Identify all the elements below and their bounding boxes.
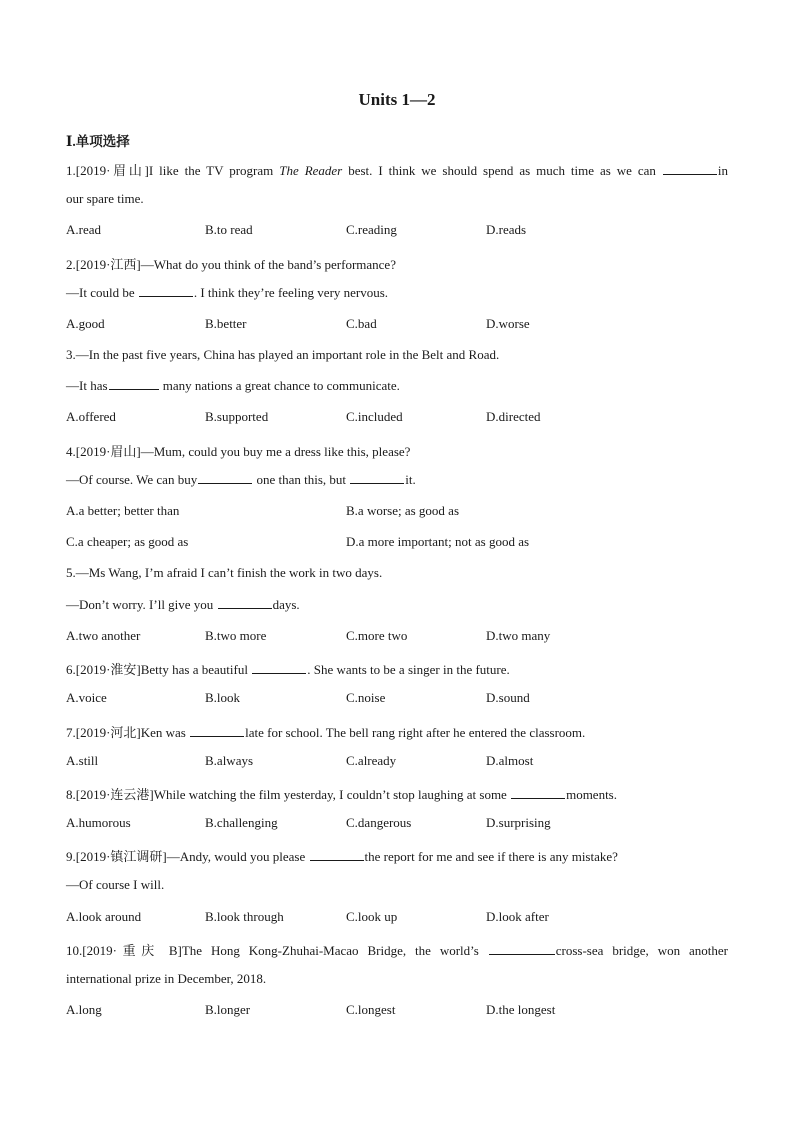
question-10-option-c[interactable]: C.longest bbox=[346, 1002, 396, 1017]
question-2-option-a[interactable]: A.good bbox=[66, 316, 105, 331]
question-3-option-b[interactable]: B.supported bbox=[205, 409, 269, 424]
answer-blank bbox=[663, 164, 717, 175]
question-2-stem: 2.[2019·江西]—What do you think of the band’s performance? bbox=[66, 257, 396, 272]
answer-blank bbox=[350, 473, 404, 484]
question-9-reply: —Of course I will. bbox=[66, 877, 165, 892]
question-5-option-a[interactable]: A.two another bbox=[66, 628, 141, 643]
question-4-option-b[interactable]: B.a worse; as good as bbox=[346, 503, 460, 518]
question-8-stem: 8.[2019·连云港]While watching the film yesterday, I couldn’t stop laughing at some moments. bbox=[66, 787, 617, 802]
question-10-option-a[interactable]: A.long bbox=[66, 1002, 102, 1017]
question-3-reply: —It has many nations a great chance to communicate. bbox=[66, 378, 400, 393]
question-9-option-a[interactable]: A.look around bbox=[66, 909, 142, 924]
question-3-stem: 3.—In the past five years, China has played an important role in the Belt and Road. bbox=[66, 347, 500, 362]
question-1-option-b[interactable]: B.to read bbox=[205, 222, 253, 237]
answer-blank bbox=[511, 788, 565, 799]
question-9-stem: 9.[2019·镇江调研]—Andy, would you please the report for me and see if there is any mistake? bbox=[66, 849, 618, 864]
question-5-option-c[interactable]: C.more two bbox=[346, 628, 408, 643]
question-1-stem: 1.[2019·眉山]I like the TV program The Reader best. I think we should spend as much time as we can in bbox=[66, 163, 729, 178]
question-7-option-d[interactable]: D.almost bbox=[486, 753, 534, 768]
question-5-option-b[interactable]: B.two more bbox=[205, 628, 267, 643]
question-9-option-c[interactable]: C.look up bbox=[346, 909, 398, 924]
question-8-option-c[interactable]: C.dangerous bbox=[346, 815, 412, 830]
question-6-option-c[interactable]: C.noise bbox=[346, 690, 386, 705]
answer-blank bbox=[489, 944, 555, 955]
question-10-option-d[interactable]: D.the longest bbox=[486, 1002, 556, 1017]
question-10-stem-continued: international prize in December, 2018. bbox=[66, 971, 267, 986]
question-7-stem: 7.[2019·河北]Ken was late for school. The bell rang right after he entered the classroom. bbox=[66, 725, 586, 740]
question-2-option-b[interactable]: B.better bbox=[205, 316, 247, 331]
question-4-stem: 4.[2019·眉山]—Mum, could you buy me a dress like this, please? bbox=[66, 444, 411, 459]
question-3-option-a[interactable]: A.offered bbox=[66, 409, 116, 424]
answer-blank bbox=[252, 663, 306, 674]
question-10-option-b[interactable]: B.longer bbox=[205, 1002, 251, 1017]
question-5-stem: 5.—Ms Wang, I’m afraid I can’t finish the work in two days. bbox=[66, 565, 383, 580]
answer-blank bbox=[139, 286, 193, 297]
question-6-option-b[interactable]: B.look bbox=[205, 690, 241, 705]
question-5-option-d[interactable]: D.two many bbox=[486, 628, 551, 643]
question-8-option-a[interactable]: A.humorous bbox=[66, 815, 131, 830]
question-4-option-c[interactable]: C.a cheaper; as good as bbox=[66, 534, 189, 549]
question-3-option-c[interactable]: C.included bbox=[346, 409, 403, 424]
question-4-option-a[interactable]: A.a better; better than bbox=[66, 503, 180, 518]
question-4-option-d[interactable]: D.a more important; not as good as bbox=[346, 534, 530, 549]
question-9-option-d[interactable]: D.look after bbox=[486, 909, 549, 924]
question-6-option-d[interactable]: D.sound bbox=[486, 690, 530, 705]
question-7-option-b[interactable]: B.always bbox=[205, 753, 254, 768]
question-2-option-d[interactable]: D.worse bbox=[486, 316, 530, 331]
question-5-reply: —Don’t worry. I’ll give you days. bbox=[66, 597, 300, 612]
answer-blank bbox=[109, 379, 159, 390]
question-8-option-b[interactable]: B.challenging bbox=[205, 815, 278, 830]
question-1-option-d[interactable]: D.reads bbox=[486, 222, 527, 237]
question-1-stem-continued: our spare time. bbox=[66, 191, 144, 206]
question-2-reply: —It could be . I think they’re feeling very nervous. bbox=[66, 285, 389, 300]
question-4-reply: —Of course. We can buy one than this, but it. bbox=[66, 472, 416, 487]
answer-blank bbox=[198, 473, 252, 484]
question-1-option-c[interactable]: C.reading bbox=[346, 222, 397, 237]
question-10-stem: 10.[2019·重庆 B]The Hong Kong-Zhuhai-Macao Bridge, the world’s cross-sea bridge, won another bbox=[66, 943, 728, 958]
question-7-option-c[interactable]: C.already bbox=[346, 753, 397, 768]
question-6-stem: 6.[2019·淮安]Betty has a beautiful . She wants to be a singer in the future. bbox=[66, 662, 510, 677]
question-8-option-d[interactable]: D.surprising bbox=[486, 815, 551, 830]
question-7-option-a[interactable]: A.still bbox=[66, 753, 99, 768]
question-3-option-d[interactable]: D.directed bbox=[486, 409, 541, 424]
section-heading: Ⅰ.单项选择 bbox=[66, 134, 130, 149]
answer-blank bbox=[310, 850, 364, 861]
answer-blank bbox=[190, 726, 244, 737]
question-9-option-b[interactable]: B.look through bbox=[205, 909, 284, 924]
question-6-option-a[interactable]: A.voice bbox=[66, 690, 107, 705]
question-2-option-c[interactable]: C.bad bbox=[346, 316, 377, 331]
page-title: Units 1—2 bbox=[358, 90, 436, 109]
question-1-option-a[interactable]: A.read bbox=[66, 222, 102, 237]
answer-blank bbox=[218, 598, 272, 609]
